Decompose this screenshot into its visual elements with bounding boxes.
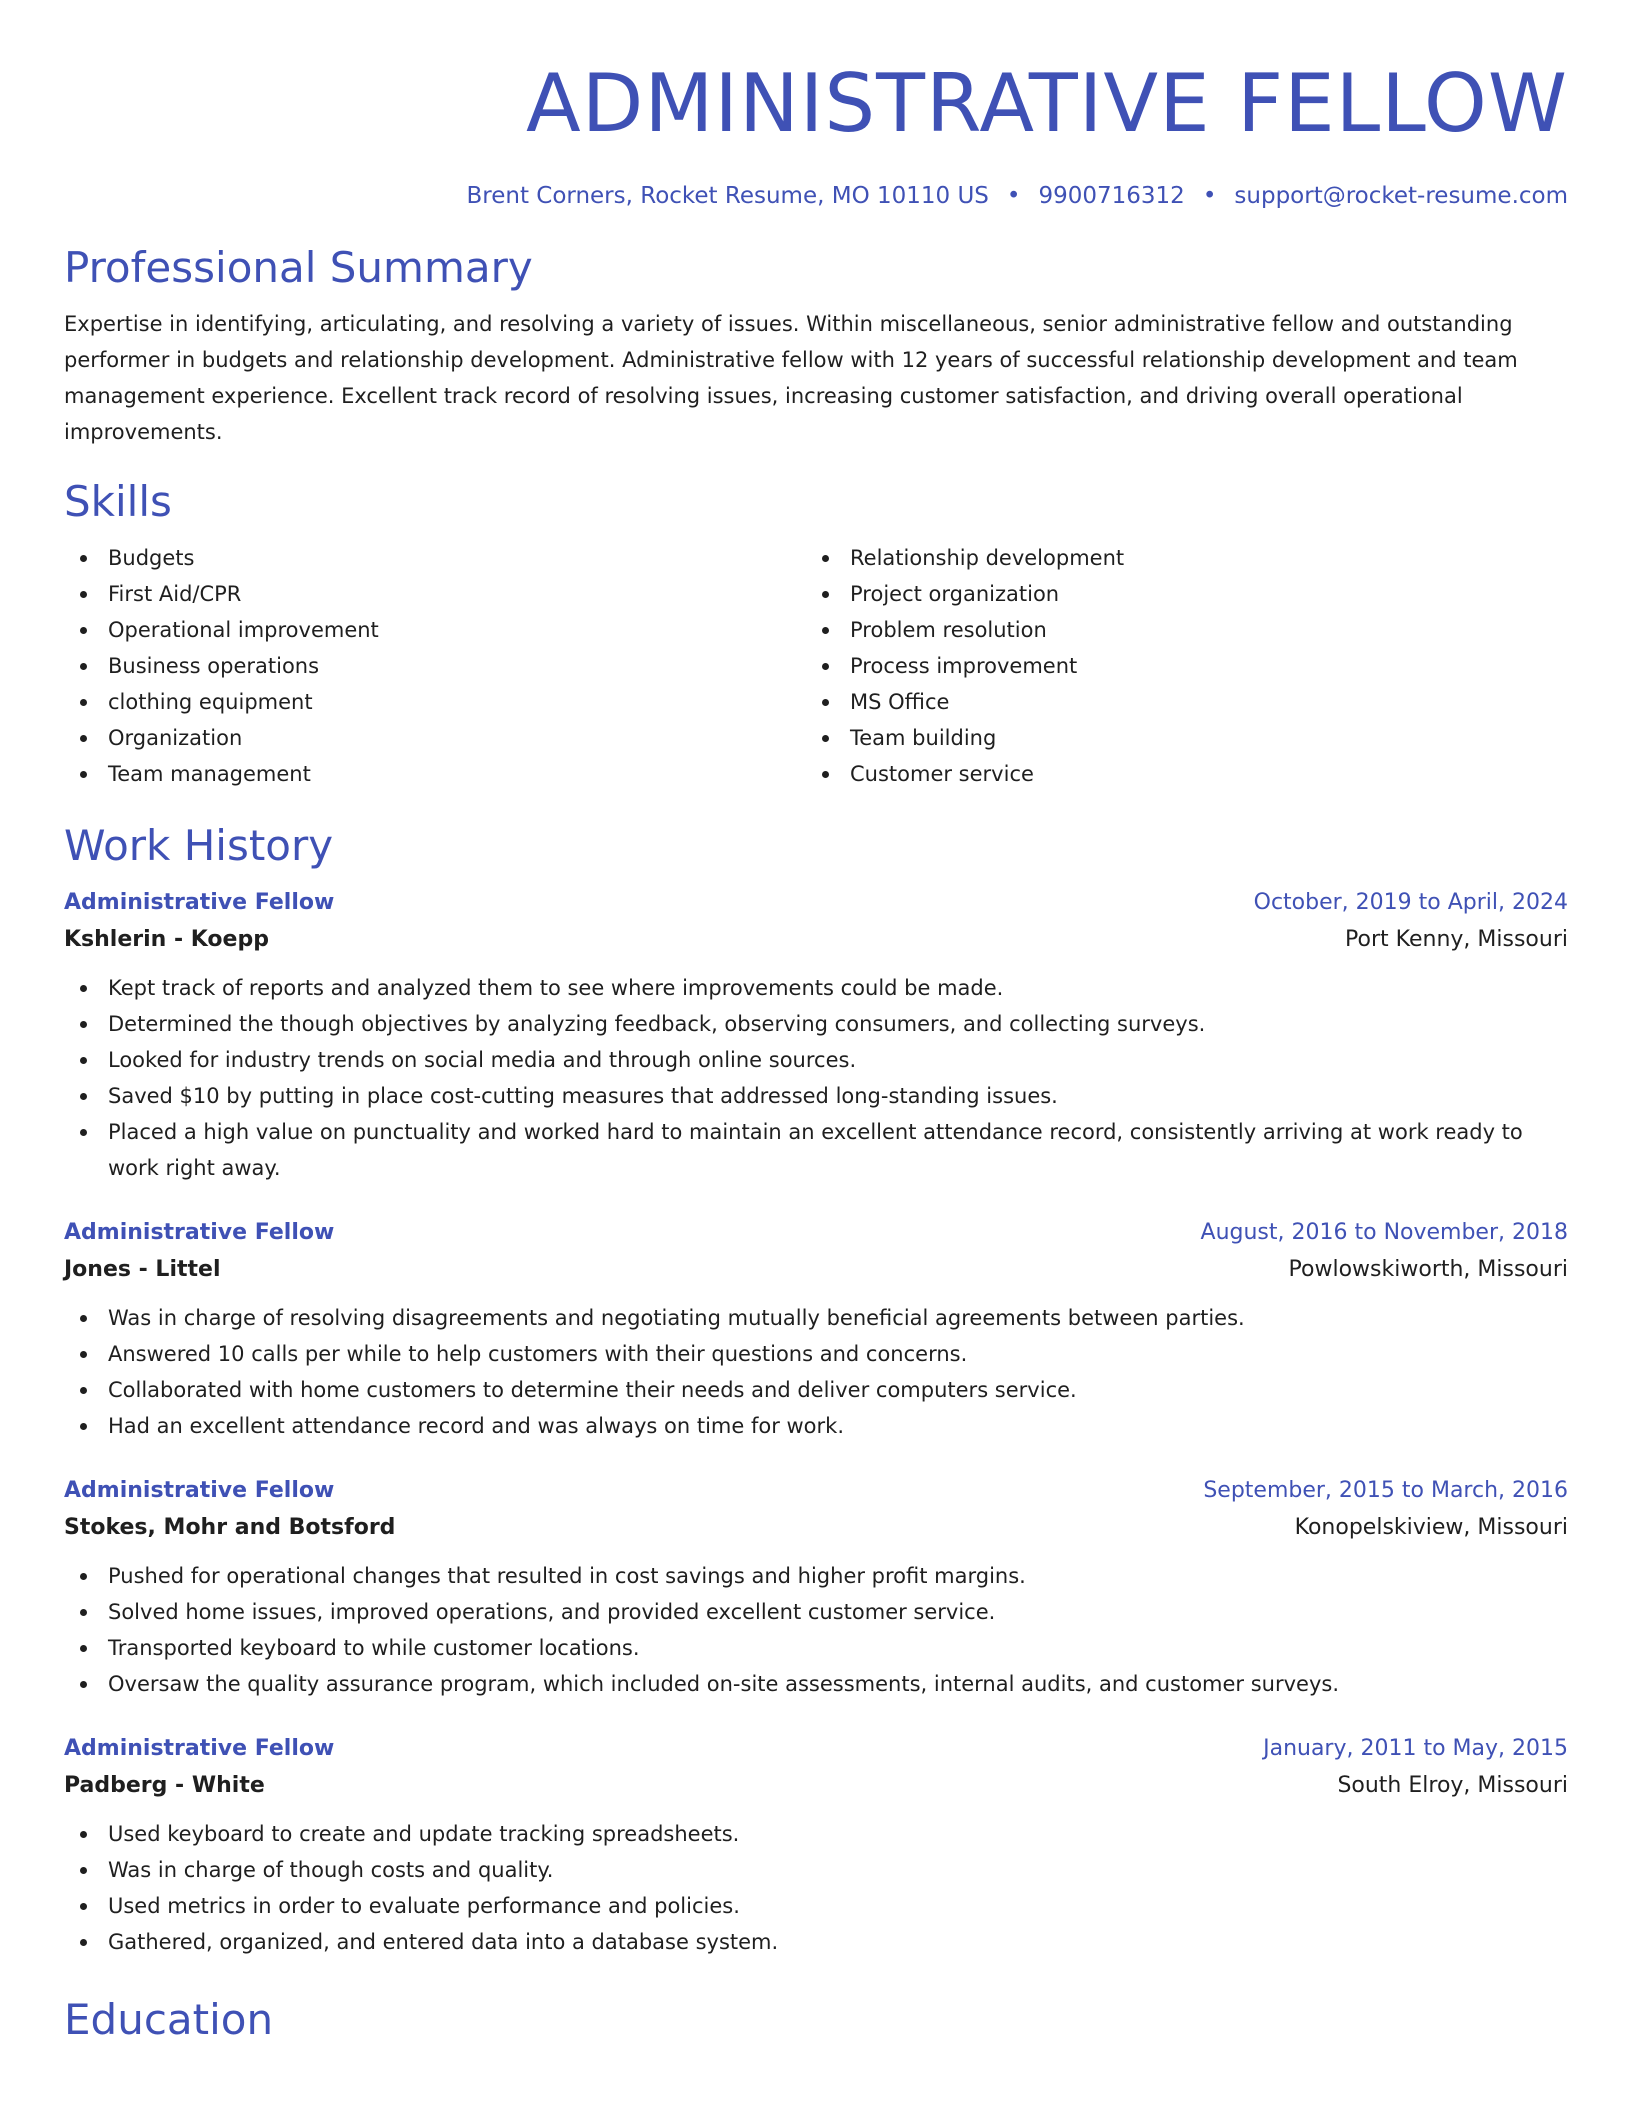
job-bullets bbox=[64, 1558, 1568, 1702]
skill-item: Budgets bbox=[64, 540, 806, 576]
skill-item: Organization bbox=[64, 720, 806, 756]
skill-item: clothing equipment bbox=[64, 684, 806, 720]
job-bullets bbox=[64, 1300, 1568, 1444]
job-company: Padberg - White bbox=[64, 1773, 265, 1798]
job-entry bbox=[64, 1216, 1568, 1444]
job-dates: August, 2016 to November, 2018 bbox=[1200, 1220, 1568, 1245]
contact-address: Brent Corners, Rocket Resume, MO 10110 US bbox=[466, 183, 989, 209]
job-location: Konopelskiview, Missouri bbox=[1294, 1515, 1568, 1540]
education-heading: Education bbox=[64, 1995, 274, 2044]
skill-item: Business operations bbox=[64, 648, 806, 684]
summary-text: Expertise in identifying, articulating, and resolving a variety of issues. Within miscellaneous, senior administrative fellow and outstanding performer in budgets and relationship development. Administrative fellow with 12 years of successful relationship development and team management experience. Excellent track record of resolving issues, increasing customer satisfaction, and driving overall operational improvements. bbox=[64, 312, 1518, 444]
summary-heading: Professional Summary bbox=[64, 243, 533, 292]
resume-page bbox=[64, 0, 1568, 2046]
contact-separator: • bbox=[1202, 183, 1217, 209]
job-bullet: Used keyboard to create and update tracking spreadsheets. bbox=[64, 1816, 1568, 1852]
job-bullet: Used metrics in order to evaluate performance and policies. bbox=[64, 1888, 1568, 1924]
skill-item: MS Office bbox=[806, 684, 1548, 720]
job-bullets bbox=[64, 1816, 1568, 1960]
job-bullet: Looked for industry trends on social media and through online sources. bbox=[64, 1042, 1568, 1078]
job-location: Powlowskiworth, Missouri bbox=[1288, 1257, 1568, 1282]
job-bullet: Placed a high value on punctuality and worked hard to maintain an excellent attendance record, consistently arriving at work ready to work right away. bbox=[64, 1114, 1568, 1186]
job-title: Administrative Fellow bbox=[64, 1736, 335, 1761]
job-entry bbox=[64, 1474, 1568, 1702]
resume-name: ADMINISTRATIVE FELLOW bbox=[526, 57, 1568, 150]
contact-line bbox=[64, 180, 1568, 212]
job-bullet: Kept track of reports and analyzed them to see where improvements could be made. bbox=[64, 970, 1568, 1006]
skill-item: Operational improvement bbox=[64, 612, 806, 648]
job-entry bbox=[64, 886, 1568, 1186]
job-company: Jones - Littel bbox=[64, 1257, 221, 1282]
job-bullet: Saved $10 by putting in place cost-cutting measures that addressed long-standing issues. bbox=[64, 1078, 1568, 1114]
job-title: Administrative Fellow bbox=[64, 1478, 335, 1503]
skills-column-right bbox=[806, 540, 1548, 792]
job-bullet: Had an excellent attendance record and was always on time for work. bbox=[64, 1408, 1568, 1444]
job-bullet: Solved home issues, improved operations, and provided excellent customer service. bbox=[64, 1594, 1568, 1630]
skill-item: Relationship development bbox=[806, 540, 1548, 576]
job-company: Stokes, Mohr and Botsford bbox=[64, 1515, 396, 1540]
skill-item: First Aid/CPR bbox=[64, 576, 806, 612]
contact-phone: 9900716312 bbox=[1038, 183, 1185, 209]
job-bullet: Answered 10 calls per while to help customers with their questions and concerns. bbox=[64, 1336, 1568, 1372]
work-history-heading: Work History bbox=[64, 821, 334, 870]
contact-separator: • bbox=[1006, 183, 1021, 209]
job-location: Port Kenny, Missouri bbox=[1345, 927, 1568, 952]
skill-item: Process improvement bbox=[806, 648, 1548, 684]
contact-email[interactable]: support@rocket-resume.com bbox=[1234, 183, 1568, 209]
job-dates: January, 2011 to May, 2015 bbox=[1263, 1736, 1568, 1761]
job-bullets bbox=[64, 970, 1568, 1186]
job-company: Kshlerin - Koepp bbox=[64, 927, 269, 952]
job-title: Administrative Fellow bbox=[64, 890, 335, 915]
skill-item: Project organization bbox=[806, 576, 1548, 612]
job-bullet: Was in charge of though costs and quality. bbox=[64, 1852, 1568, 1888]
skill-item: Team management bbox=[64, 756, 806, 792]
job-bullet: Collaborated with home customers to determine their needs and deliver computers service. bbox=[64, 1372, 1568, 1408]
skills-list bbox=[64, 540, 1568, 792]
skill-item: Team building bbox=[806, 720, 1548, 756]
job-bullet: Transported keyboard to while customer locations. bbox=[64, 1630, 1568, 1666]
job-title: Administrative Fellow bbox=[64, 1220, 335, 1245]
job-bullet: Gathered, organized, and entered data into a database system. bbox=[64, 1924, 1568, 1960]
job-dates: October, 2019 to April, 2024 bbox=[1253, 890, 1568, 915]
job-entry bbox=[64, 1732, 1568, 1960]
skill-item: Customer service bbox=[806, 756, 1548, 792]
job-dates: September, 2015 to March, 2016 bbox=[1203, 1478, 1568, 1503]
job-bullet: Determined the though objectives by analyzing feedback, observing consumers, and collecting surveys. bbox=[64, 1006, 1568, 1042]
job-bullet: Was in charge of resolving disagreements and negotiating mutually beneficial agreements between parties. bbox=[64, 1300, 1568, 1336]
skill-item: Problem resolution bbox=[806, 612, 1548, 648]
skills-heading: Skills bbox=[64, 477, 172, 526]
job-bullet: Pushed for operational changes that resulted in cost savings and higher profit margins. bbox=[64, 1558, 1568, 1594]
job-bullet: Oversaw the quality assurance program, which included on-site assessments, internal audits, and customer surveys. bbox=[64, 1666, 1568, 1702]
job-location: South Elroy, Missouri bbox=[1337, 1773, 1568, 1798]
skills-column-left bbox=[64, 540, 806, 792]
